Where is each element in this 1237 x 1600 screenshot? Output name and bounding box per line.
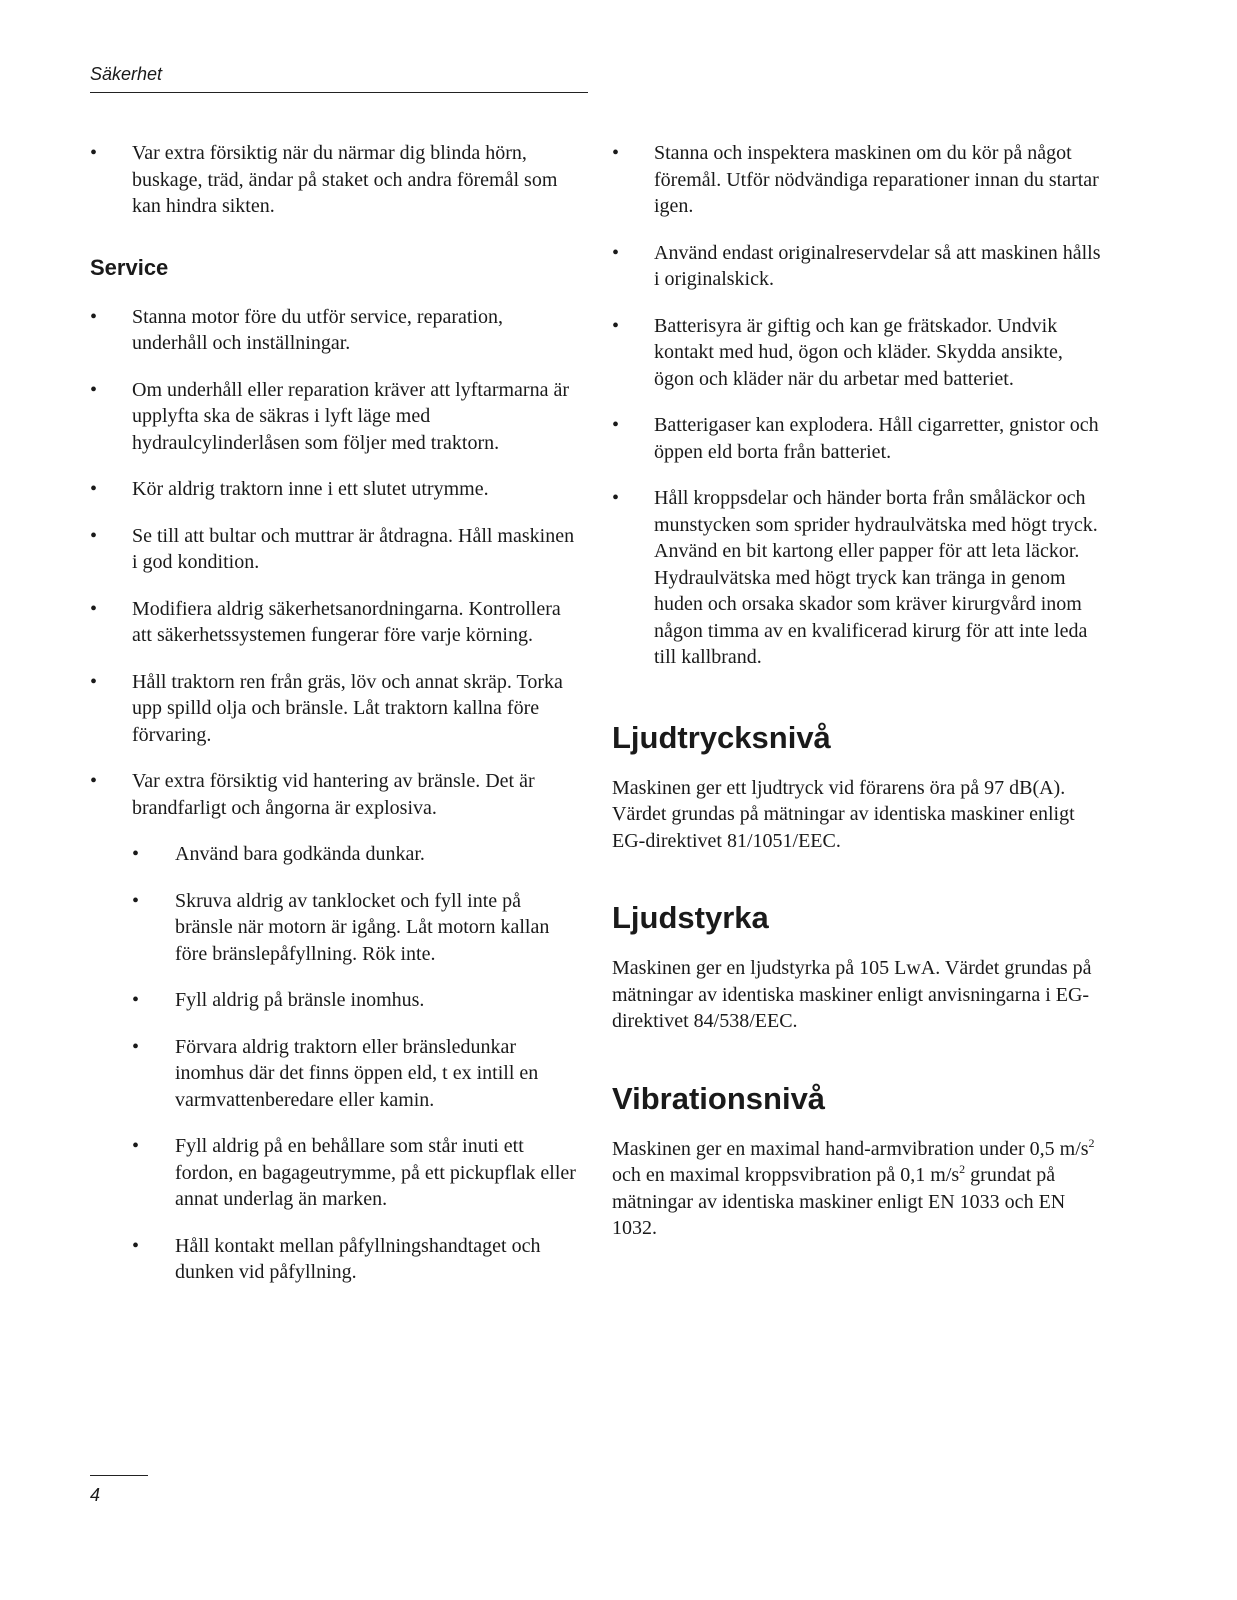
list-item: • Stanna och inspektera maskinen om du kör på något föremål. Utför nödvändiga reparationer innan du startar igen. [612,142,1099,217]
bullet-icon: • [612,487,620,509]
bullet-icon: • [612,241,620,264]
bullet-icon: • [90,142,98,164]
bullet-icon: • [132,989,140,1011]
sound-power-text: Maskinen ger en ljudstyrka på 105 LwA. Värdet grundas på mätningar av identiska maskiner enligt anvisningarna i EG-direktivet 84/538/EEC. [612,957,1092,1032]
right-column [612,140,1102,1287]
service-heading: Service [90,254,169,280]
bullet-icon: • [90,305,98,328]
sound-pressure-text: Maskinen ger ett ljudtryck vid förarens öra på 97 dB(A). Värdet grundas på mätningar av identiska maskiner enligt EG-direktivet 81/1051/EEC. [612,776,1075,852]
bullet-icon: • [90,478,98,500]
footer-rule [90,1475,148,1476]
left-column [90,140,576,1306]
list-item: • Om underhåll eller reparation kräver att lyftarmarna är upplyfta ska de säkras i lyft läge med hydraulcylinderlåsen som följer med traktorn. [90,378,570,454]
bullet-icon: • [132,1035,140,1058]
vibration-heading: Vibrationsnivå [612,1080,826,1116]
sound-power-heading: Ljudstyrka [612,900,769,935]
service-list [90,304,576,822]
list-item: • Modifiera aldrig säkerhetsanordningarna. Kontrollera att säkerhetssystemen fungerar före varje körning. [90,597,561,646]
vibration-text: Maskinen ger en maximal hand-armvibration under 0,5 $m/s^2$ och en maximal kroppsvibration på 0,1 $m/s^2$ grundat på mätningar av identiska maskiner enligt EN 1033 och EN 1032. [612,1135,1095,1239]
list-item: • Håll kroppsdelar och händer borta från småläckor och munstycken som sprider hydraulvätska med högt tryck. Använd en bit kartong eller papper för att leta läckor. Hydraulvätska med högt tryck kan tränga in genom huden och orsaka skador som kräver kirurgvård inom någon timma av en kvalificerad kirurg för att inte leda till kallbrand. [612,487,1098,668]
bullet-icon: • [132,1135,140,1157]
sub-list-item: • Håll kontakt mellan påfyllningshandtaget och dunken vid påfyllning. [132,1234,541,1283]
sub-list-item: • Skruva aldrig av tanklocket och fyll inte på bränsle när motorn är igång. Låt motorn kallan före bränslepåfyllning. Rök inte. [132,889,550,965]
fuel-sublist [90,841,576,1286]
list-item: • Var extra försiktig vid hantering av bränsle. Det är brandfarligt och ångorna är explosiva. [90,770,535,819]
sub-list-item: • Förvara aldrig traktorn eller bränsledunkar inomhus där det finns öppen eld, t ex intill en varmvattenberedare eller kamin. [132,1035,539,1111]
bullet-icon: • [90,524,98,547]
bullet-icon: • [132,889,140,912]
list-item: • Var extra försiktig när du närmar dig blinda hörn, buskage, träd, ändar på staket och andra föremål som kan hindra sikten. [90,142,558,217]
list-item: • Kör aldrig traktorn inne i ett slutet utrymme. [90,476,576,503]
bullet-icon: • [612,142,620,164]
sub-list-item: • Fyll aldrig på bränsle inomhus. [132,987,576,1014]
intro-list [90,140,576,220]
list-item: • Batterisyra är giftig och kan ge frätskador. Undvik kontakt med hud, ögon och kläder. Skydda ansikte, ögon och kläder när du arbetar med batteriet. [612,314,1063,390]
bullet-icon: • [612,414,620,436]
bullet-icon: • [132,1234,140,1257]
list-item: • Batterigaser kan explodera. Håll cigarretter, gnistor och öppen eld borta från batteriet. [612,414,1099,463]
bullet-icon: • [612,314,620,337]
running-header: Säkerhet [90,64,163,84]
list-item: • Stanna motor före du utför service, reparation, underhåll och inställningar. [90,305,503,354]
bullet-icon: • [90,670,98,693]
sub-list-item: • Fyll aldrig på en behållare som står inuti ett fordon, en bagageutrymme, på ett pickupflak eller annat underlag än marken. [132,1135,576,1210]
bullet-icon: • [90,770,98,792]
list-item: • Använd endast originalreservdelar så att maskinen hålls i originalskick. [612,241,1101,290]
header-rule [90,92,588,93]
bullet-icon: • [90,378,98,401]
page-number: 4 [90,1485,101,1505]
list-item: • Håll traktorn ren från gräs, löv och annat skräp. Torka upp spilld olja och bränsle. Låt traktorn kallna före förvaring. [90,670,563,746]
bullet-icon: • [90,597,98,620]
list-item: • Se till att bultar och muttrar är åtdragna. Håll maskinen i god kondition. [90,524,575,573]
safety-list [612,140,1102,671]
sound-pressure-heading: Ljudtrycksnivå [612,719,831,755]
bullet-icon: • [132,843,140,865]
sub-list-item: • Använd bara godkända dunkar. [132,841,576,868]
